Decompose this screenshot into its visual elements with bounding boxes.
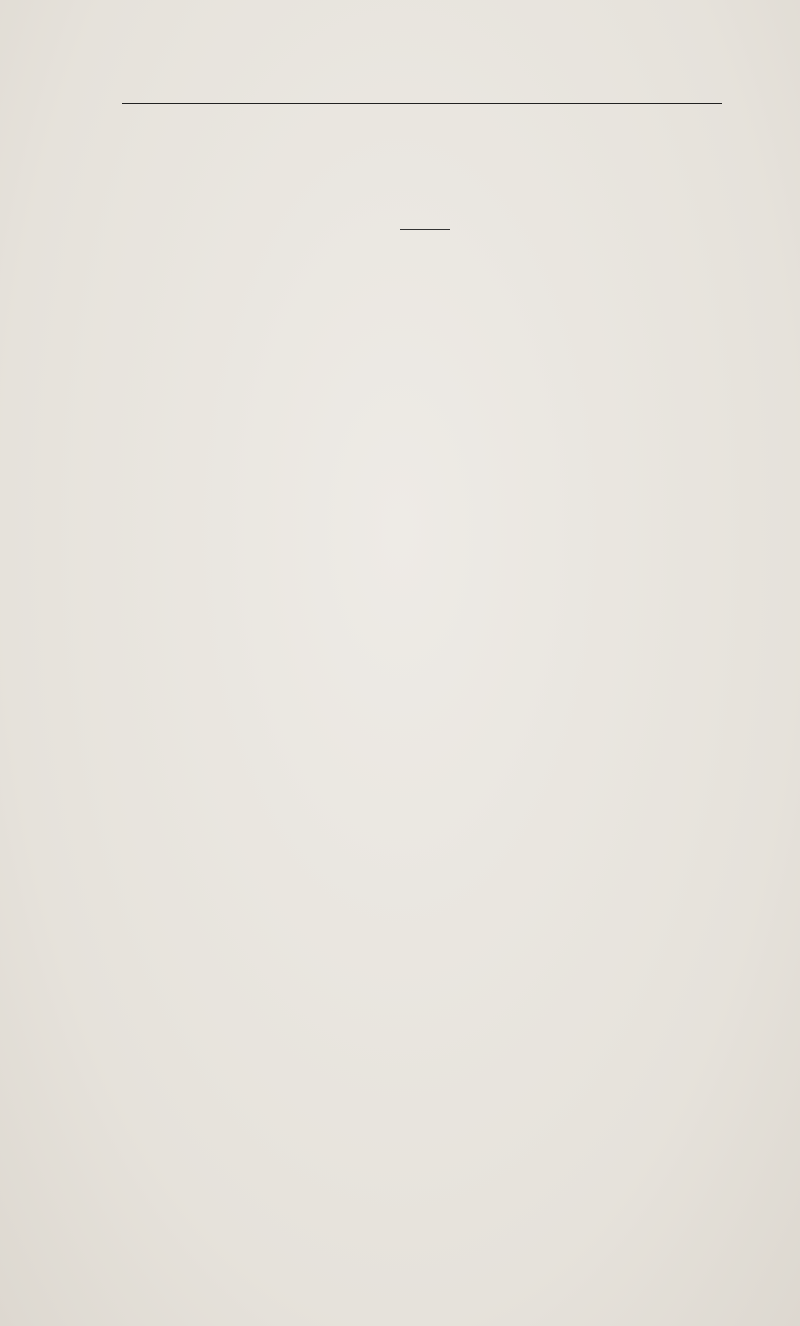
header-rule	[122, 103, 722, 104]
page-header	[122, 66, 724, 92]
section-divider	[400, 229, 450, 230]
